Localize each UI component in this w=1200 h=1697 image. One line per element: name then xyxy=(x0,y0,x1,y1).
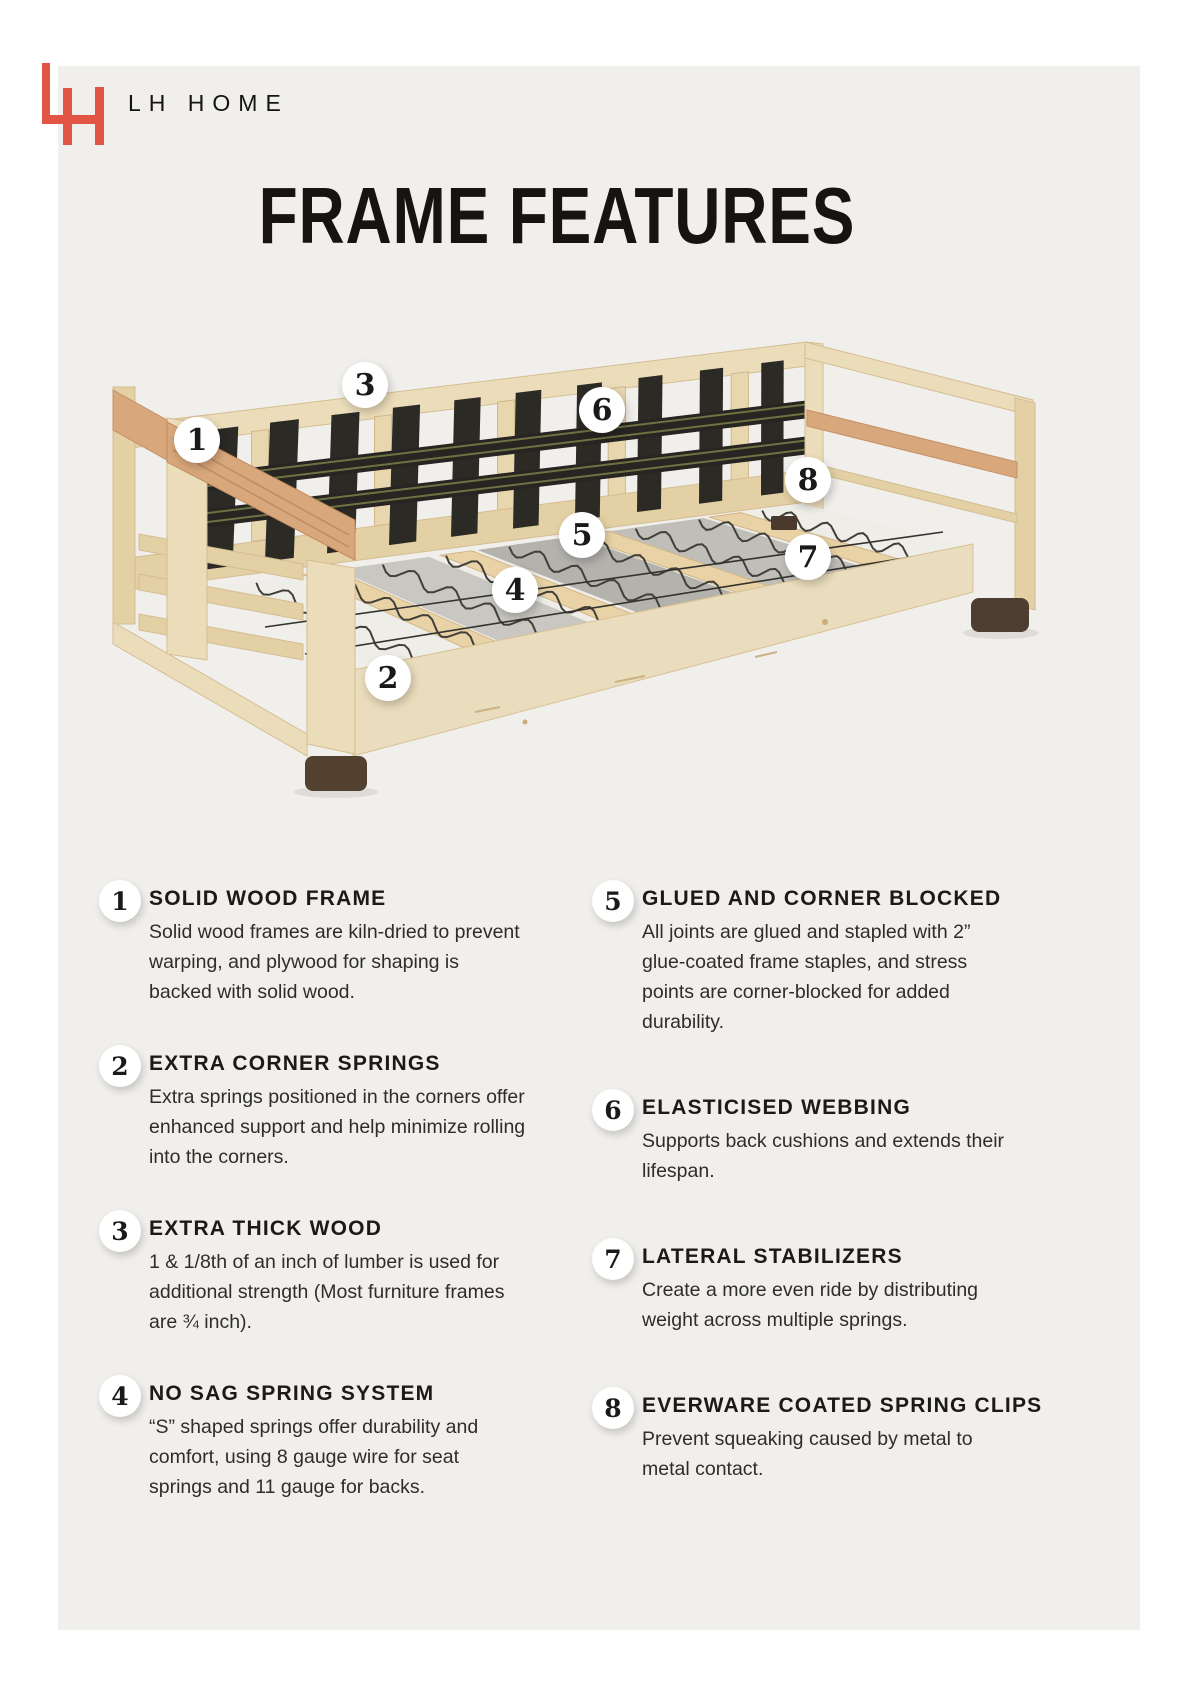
feature-item xyxy=(592,884,1082,1037)
feature-description: Prevent squeaking caused by metal to metal contact. xyxy=(642,1428,973,1480)
features-column-left xyxy=(99,884,569,1544)
feature-description: “S” shaped springs offer durability and comfort, using 8 gauge wire for seat springs and 11 gauge for backs. xyxy=(149,1416,479,1498)
feature-heading: EXTRA CORNER SPRINGS xyxy=(149,1052,441,1075)
feature-item xyxy=(99,1379,569,1502)
feature-number-badge: 5 xyxy=(592,880,634,922)
feature-description: Create a more even ride by distributing weight across multiple springs. xyxy=(642,1279,979,1331)
feature-description: Solid wood frames are kiln-dried to prevent warping, and plywood for shaping is backed with solid wood. xyxy=(149,921,520,1003)
page-title: FRAME FEATURES xyxy=(258,171,856,260)
feature-item xyxy=(99,884,569,1007)
feature-heading: LATERAL STABILIZERS xyxy=(642,1245,903,1268)
feature-number-badge: 6 xyxy=(592,1089,634,1131)
figure-callout-6: 6 xyxy=(579,387,625,433)
sofa-frame-illustration xyxy=(55,292,1065,802)
feature-number-badge: 7 xyxy=(592,1238,634,1280)
feature-number-badge: 8 xyxy=(592,1387,634,1429)
feature-number-badge: 1 xyxy=(99,880,141,922)
figure-callout-5: 5 xyxy=(559,512,605,558)
feature-item xyxy=(592,1093,1082,1186)
feature-heading: GLUED AND CORNER BLOCKED xyxy=(642,887,1002,910)
brand-name: LH HOME xyxy=(128,90,289,116)
feature-heading: EXTRA THICK WOOD xyxy=(149,1217,383,1240)
lh-monogram-icon xyxy=(0,0,420,160)
feature-number-badge: 2 xyxy=(99,1045,141,1087)
feature-item xyxy=(99,1214,569,1337)
features-column-right xyxy=(592,884,1082,1540)
figure-callout-3: 3 xyxy=(342,362,388,408)
figure-callout-4: 4 xyxy=(492,567,538,613)
feature-heading: ELASTICISED WEBBING xyxy=(642,1096,911,1119)
feature-description: 1 & 1/8th of an inch of lumber is used for additional strength (Most furniture frames are ¾ inch). xyxy=(149,1251,505,1333)
frame-figure xyxy=(55,292,1065,802)
title-wrap xyxy=(0,171,1114,260)
figure-callout-7: 7 xyxy=(785,534,831,580)
figure-callout-2: 2 xyxy=(365,655,411,701)
feature-heading: SOLID WOOD FRAME xyxy=(149,887,387,910)
figure-callout-8: 8 xyxy=(785,457,831,503)
feature-description: All joints are glued and stapled with 2” glue-coated frame staples, and stress points are corner-blocked for added durability. xyxy=(642,921,971,1033)
feature-heading: NO SAG SPRING SYSTEM xyxy=(149,1382,435,1405)
feature-number-badge: 4 xyxy=(99,1375,141,1417)
figure-callout-1: 1 xyxy=(174,417,220,463)
feature-description: Extra springs positioned in the corners offer enhanced support and help minimize rolling into the corners. xyxy=(149,1086,526,1168)
feature-item xyxy=(99,1049,569,1172)
feature-item xyxy=(592,1242,1082,1335)
feature-item xyxy=(592,1391,1082,1484)
feature-number-badge: 3 xyxy=(99,1210,141,1252)
brand-logo xyxy=(0,0,420,160)
feature-heading: EVERWARE COATED SPRING CLIPS xyxy=(642,1394,1043,1417)
feature-description: Supports back cushions and extends their lifespan. xyxy=(642,1130,1005,1182)
